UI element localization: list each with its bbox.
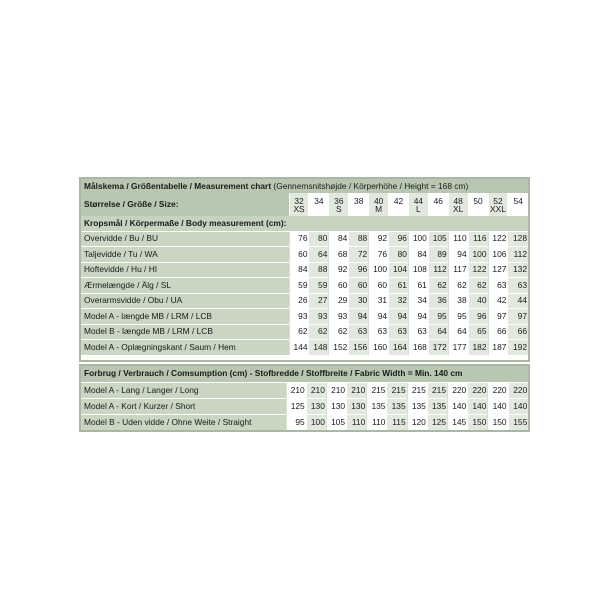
consumption-value: 210 xyxy=(347,382,367,398)
consumption-value: 150 xyxy=(488,414,508,430)
consumption-row-label: Model A - Lang / Langer / Long xyxy=(81,382,286,398)
measurement-value: 62 xyxy=(448,278,468,294)
measurement-row-label: Overvidde / Bu / BU xyxy=(81,231,289,247)
size-code: S xyxy=(336,203,342,214)
measurement-value: 32 xyxy=(389,293,409,309)
measurement-value: 110 xyxy=(448,231,468,247)
measurement-value: 106 xyxy=(488,247,508,263)
measurement-value: 34 xyxy=(408,293,428,309)
measurement-value: 61 xyxy=(408,278,428,294)
consumption-value: 220 xyxy=(468,382,488,398)
measurement-value: 187 xyxy=(488,340,508,356)
measurement-row xyxy=(81,247,528,263)
size-code: L xyxy=(416,203,421,214)
consumption-value: 220 xyxy=(508,382,528,398)
consumption-value: 135 xyxy=(367,398,387,414)
consumption-value: 140 xyxy=(488,398,508,414)
size-header-42 xyxy=(389,193,409,216)
consumption-value: 95 xyxy=(286,414,306,430)
measurement-row-label: Overarmsvidde / Obu / UA xyxy=(81,293,289,309)
body-measurement-section-row xyxy=(81,216,528,231)
measurement-value: 68 xyxy=(329,247,349,263)
consumption-value: 110 xyxy=(367,414,387,430)
measurement-value: 168 xyxy=(408,340,428,356)
measurement-value: 64 xyxy=(309,247,329,263)
consumption-value: 105 xyxy=(326,414,346,430)
measurement-row-label: Model A - længde MB / LRM / LCB xyxy=(81,309,289,325)
size-header-34 xyxy=(309,193,329,216)
measurement-value: 60 xyxy=(349,278,369,294)
measurement-value: 94 xyxy=(349,309,369,325)
consumption-value: 210 xyxy=(286,382,306,398)
consumption-chart-table xyxy=(81,366,528,430)
size-code: M xyxy=(375,203,383,214)
measurement-value: 93 xyxy=(289,309,309,325)
size-code xyxy=(349,205,368,213)
size-number: 52 xyxy=(493,195,503,206)
measurement-value: 105 xyxy=(428,231,448,247)
size-code xyxy=(309,205,328,213)
measurement-value: 94 xyxy=(448,247,468,263)
body-measurement-section-title: Kropsmål / Körpermaße / Body measurement (cm): xyxy=(81,216,528,231)
size-header-48 xyxy=(448,193,468,216)
consumption-value: 130 xyxy=(306,398,326,414)
consumption-value: 215 xyxy=(387,382,407,398)
size-number: 38 xyxy=(354,195,364,206)
measurement-value: 38 xyxy=(448,293,468,309)
measurement-value: 62 xyxy=(329,324,349,340)
measurement-value: 108 xyxy=(408,262,428,278)
chart-title xyxy=(81,179,528,193)
measurement-value: 60 xyxy=(289,247,309,263)
consumption-row-label: Model B - Uden vidde / Ohne Weite / Straight xyxy=(81,414,286,430)
consumption-value: 220 xyxy=(488,382,508,398)
size-number: 34 xyxy=(314,195,324,206)
measurement-value: 144 xyxy=(289,340,309,356)
measurement-value: 156 xyxy=(349,340,369,356)
measurement-value: 76 xyxy=(369,247,389,263)
measurement-value: 59 xyxy=(289,278,309,294)
size-header-50 xyxy=(468,193,488,216)
consumption-value: 155 xyxy=(508,414,528,430)
measurement-value: 76 xyxy=(289,231,309,247)
size-code: XS xyxy=(293,203,305,214)
consumption-value: 210 xyxy=(306,382,326,398)
consumption-value: 215 xyxy=(407,382,427,398)
measurement-value: 100 xyxy=(369,262,389,278)
size-header-row xyxy=(81,193,528,216)
measurement-value: 94 xyxy=(369,309,389,325)
measurement-value: 127 xyxy=(488,262,508,278)
measurement-value: 63 xyxy=(389,324,409,340)
measurement-value: 27 xyxy=(309,293,329,309)
measurement-value: 63 xyxy=(369,324,389,340)
measurement-value: 63 xyxy=(349,324,369,340)
measurement-value: 132 xyxy=(508,262,528,278)
measurement-value: 63 xyxy=(488,278,508,294)
measurement-value: 30 xyxy=(349,293,369,309)
measurement-row xyxy=(81,309,528,325)
size-header-40 xyxy=(369,193,389,216)
consumption-value: 115 xyxy=(387,414,407,430)
measurement-value: 152 xyxy=(329,340,349,356)
consumption-value: 100 xyxy=(306,414,326,430)
size-header-54 xyxy=(508,193,528,216)
measurement-value: 63 xyxy=(408,324,428,340)
measurement-value: 62 xyxy=(468,278,488,294)
consumption-value: 210 xyxy=(326,382,346,398)
size-code xyxy=(469,205,488,213)
measurement-value: 60 xyxy=(369,278,389,294)
measurement-value: 29 xyxy=(329,293,349,309)
measurement-value: 62 xyxy=(289,324,309,340)
measurement-row xyxy=(81,231,528,247)
measurement-value: 104 xyxy=(389,262,409,278)
consumption-value: 130 xyxy=(326,398,346,414)
measurement-value: 100 xyxy=(408,231,428,247)
size-number: 50 xyxy=(473,195,483,206)
consumption-row xyxy=(81,382,528,398)
measurement-value: 66 xyxy=(508,324,528,340)
measurement-value: 60 xyxy=(329,278,349,294)
measurement-value: 93 xyxy=(309,309,329,325)
measurement-value: 62 xyxy=(309,324,329,340)
measurement-value: 93 xyxy=(329,309,349,325)
measurement-value: 160 xyxy=(369,340,389,356)
measurement-value: 61 xyxy=(389,278,409,294)
measurement-value: 148 xyxy=(309,340,329,356)
size-number: 32 xyxy=(294,195,304,206)
measurement-value: 177 xyxy=(448,340,468,356)
measurement-value: 192 xyxy=(508,340,528,356)
measurement-value: 80 xyxy=(389,247,409,263)
size-header-52 xyxy=(488,193,508,216)
consumption-value: 145 xyxy=(448,414,468,430)
measurement-value: 96 xyxy=(389,231,409,247)
size-code: XXL xyxy=(490,203,506,214)
measurement-value: 88 xyxy=(349,231,369,247)
consumption-value: 125 xyxy=(286,398,306,414)
consumption-value: 220 xyxy=(448,382,468,398)
size-number: 54 xyxy=(513,195,523,206)
measurement-value: 117 xyxy=(448,262,468,278)
size-header-32 xyxy=(289,193,309,216)
measurement-value: 116 xyxy=(468,231,488,247)
measurement-row xyxy=(81,278,528,294)
size-header-38 xyxy=(349,193,369,216)
measurement-value: 65 xyxy=(468,324,488,340)
measurement-value: 182 xyxy=(468,340,488,356)
measurement-value: 89 xyxy=(428,247,448,263)
measurement-value: 95 xyxy=(448,309,468,325)
size-code xyxy=(508,205,528,213)
consumption-value: 130 xyxy=(347,398,367,414)
measurement-value: 26 xyxy=(289,293,309,309)
measurement-value: 94 xyxy=(408,309,428,325)
consumption-value: 110 xyxy=(347,414,367,430)
consumption-value: 215 xyxy=(367,382,387,398)
consumption-row xyxy=(81,398,528,414)
measurement-value: 100 xyxy=(468,247,488,263)
size-number: 44 xyxy=(413,195,424,206)
size-number: 48 xyxy=(453,195,463,206)
measurement-value: 62 xyxy=(428,278,448,294)
measurement-row xyxy=(81,340,528,356)
measurement-value: 63 xyxy=(508,278,528,294)
consumption-value: 135 xyxy=(407,398,427,414)
measurement-value: 172 xyxy=(428,340,448,356)
measurement-value: 92 xyxy=(329,262,349,278)
measurement-value: 64 xyxy=(448,324,468,340)
measurement-value: 84 xyxy=(408,247,428,263)
measurement-value: 66 xyxy=(488,324,508,340)
measurement-row xyxy=(81,262,528,278)
measurement-row xyxy=(81,324,528,340)
measurement-value: 95 xyxy=(428,309,448,325)
measurement-value: 92 xyxy=(369,231,389,247)
measurement-value: 42 xyxy=(488,293,508,309)
chart-title-row xyxy=(81,179,528,193)
size-number: 40 xyxy=(373,195,384,206)
consumption-title-row xyxy=(81,366,528,382)
measurement-row-label: Model A - Oplægningskant / Saum / Hem xyxy=(81,340,289,356)
size-number: 46 xyxy=(433,195,443,206)
size-code xyxy=(389,205,408,213)
consumption-value: 135 xyxy=(427,398,447,414)
size-code: XL xyxy=(453,203,464,214)
measurement-value: 122 xyxy=(488,231,508,247)
consumption-value: 135 xyxy=(387,398,407,414)
measurement-value: 97 xyxy=(508,309,528,325)
measurement-value: 84 xyxy=(289,262,309,278)
measurement-value: 84 xyxy=(329,231,349,247)
consumption-row-label: Model A - Kort / Kurzer / Short xyxy=(81,398,286,414)
measurement-value: 88 xyxy=(309,262,329,278)
measurement-row-label: Model B - længde MB / LRM / LCB xyxy=(81,324,289,340)
measurement-value: 64 xyxy=(428,324,448,340)
measurement-value: 96 xyxy=(349,262,369,278)
consumption-value: 125 xyxy=(427,414,447,430)
size-header-46 xyxy=(428,193,448,216)
measurement-row-label: Taljevidde / Tu / WA xyxy=(81,247,289,263)
size-number: 42 xyxy=(393,195,404,206)
consumption-value: 140 xyxy=(468,398,488,414)
measurement-value: 112 xyxy=(428,262,448,278)
measurement-value: 112 xyxy=(508,247,528,263)
measurement-value: 59 xyxy=(309,278,329,294)
measurement-value: 40 xyxy=(468,293,488,309)
measurement-value: 128 xyxy=(508,231,528,247)
consumption-value: 150 xyxy=(468,414,488,430)
consumption-value: 215 xyxy=(427,382,447,398)
size-label: Størrelse / Größe / Size: xyxy=(81,193,289,216)
measurement-value: 97 xyxy=(488,309,508,325)
measurement-value: 80 xyxy=(309,231,329,247)
consumption-title: Forbrug / Verbrauch / Comsumption (cm) - Stofbredde / Stoffbreite / Fabric Width = Min. 140 cm xyxy=(81,366,528,382)
size-number: 36 xyxy=(334,195,344,206)
chart-title-bold: Målskema / Größentabelle / Measurement chart xyxy=(84,180,272,191)
measurement-value: 31 xyxy=(369,293,389,309)
measurement-row-label: Ærmelængde / Älg / SL xyxy=(81,278,289,294)
size-code xyxy=(429,205,448,213)
measurement-value: 96 xyxy=(468,309,488,325)
measurement-row xyxy=(81,293,528,309)
measurement-chart-table xyxy=(81,179,528,355)
measurement-value: 164 xyxy=(389,340,409,356)
consumption-value: 140 xyxy=(448,398,468,414)
chart-title-height-note: (Gennemsnitshøjde / Körperhöhe / Height = 168 cm) xyxy=(271,180,469,191)
measurement-value: 122 xyxy=(468,262,488,278)
consumption-value: 140 xyxy=(508,398,528,414)
measurement-row-label: Hoftevidde / Hu / HI xyxy=(81,262,289,278)
measurement-value: 72 xyxy=(349,247,369,263)
measurement-value: 44 xyxy=(508,293,528,309)
measurement-value: 36 xyxy=(428,293,448,309)
measurement-value: 94 xyxy=(389,309,409,325)
size-header-44 xyxy=(408,193,428,216)
consumption-value: 120 xyxy=(407,414,427,430)
consumption-row xyxy=(81,414,528,430)
size-header-36 xyxy=(329,193,349,216)
